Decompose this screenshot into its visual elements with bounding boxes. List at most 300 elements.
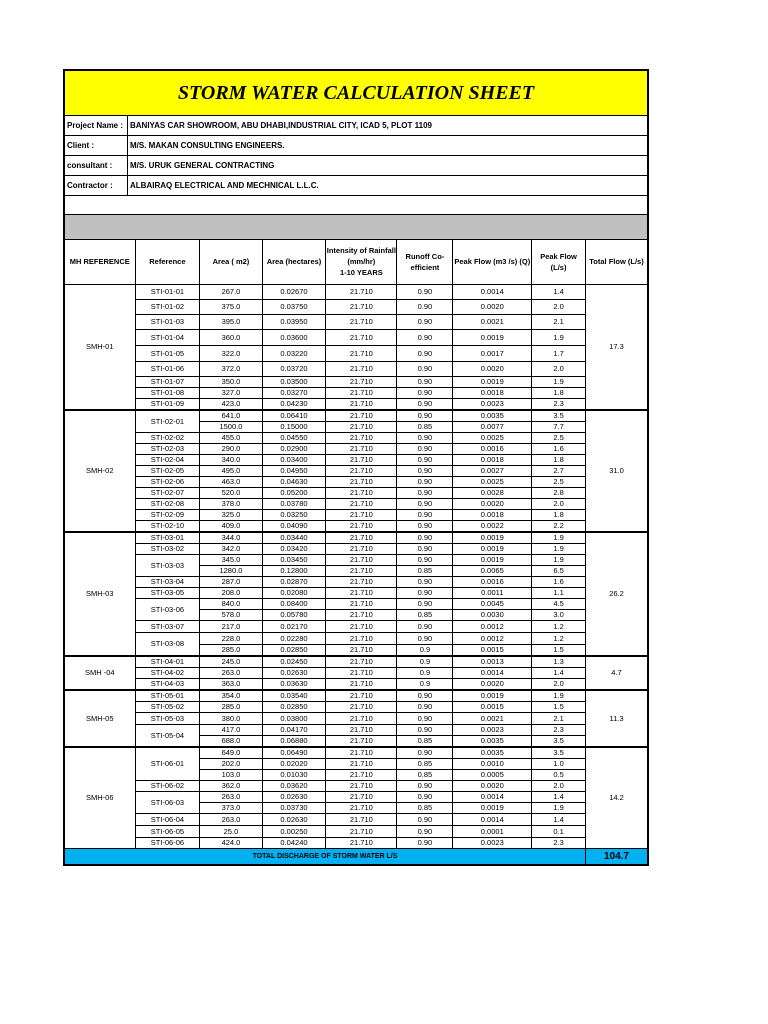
reference-cell: STI-06-06 <box>135 837 200 848</box>
runoff-cell: 0.90 <box>397 487 453 498</box>
consultant-value: M/S. URUK GENERAL CONTRACTING <box>130 161 275 170</box>
table-row <box>65 476 647 487</box>
area-hectares-cell: 0.02900 <box>262 443 326 454</box>
area-hectares-cell: 0.06880 <box>262 735 326 746</box>
peak-flow-ls-cell: 3.5 <box>532 735 586 746</box>
intensity-cell: 21.710 <box>326 421 397 432</box>
consultant-label: consultant : <box>65 156 128 175</box>
peak-flow-m3-cell: 0.0012 <box>453 632 532 644</box>
peak-flow-m3-cell: 0.0005 <box>453 769 532 780</box>
runoff-cell: 0.85 <box>397 609 453 620</box>
area-hectares-cell: 0.03950 <box>262 314 326 329</box>
peak-flow-m3-cell: 0.0013 <box>453 656 532 667</box>
area-hectares-cell: 0.04630 <box>262 476 326 487</box>
intensity-cell: 21.710 <box>326 701 397 712</box>
area-hectares-cell: 0.03220 <box>262 345 326 361</box>
mh-reference-cell: SMH-01 <box>65 284 135 409</box>
peak-flow-ls-cell: 2.5 <box>532 432 586 443</box>
area-hectares-cell: 0.03500 <box>262 376 326 387</box>
calculation-sheet <box>63 69 649 866</box>
runoff-cell: 0.90 <box>397 825 453 837</box>
intensity-cell: 21.710 <box>326 712 397 724</box>
reference-cell: STI-03-04 <box>135 576 200 587</box>
reference-cell: STI-02-01 <box>135 410 200 432</box>
area-m2-cell: 455.0 <box>200 432 263 443</box>
area-hectares-cell: 0.05200 <box>262 487 326 498</box>
area-m2-cell: 380.0 <box>200 712 263 724</box>
peak-flow-ls-cell: 1.8 <box>532 454 586 465</box>
area-m2-cell: 688.0 <box>200 735 263 746</box>
area-hectares-cell: 0.03420 <box>262 543 326 554</box>
area-hectares-cell: 0.03440 <box>262 532 326 543</box>
peak-flow-m3-cell: 0.0014 <box>453 284 532 299</box>
intensity-cell: 21.710 <box>326 620 397 632</box>
reference-cell: STI-01-06 <box>135 361 200 376</box>
intensity-cell: 21.710 <box>326 410 397 421</box>
area-hectares-cell: 0.03600 <box>262 329 326 345</box>
area-hectares-cell: 0.05780 <box>262 609 326 620</box>
intensity-cell: 21.710 <box>326 520 397 531</box>
peak-flow-m3-cell: 0.0020 <box>453 780 532 791</box>
reference-cell: STI-01-05 <box>135 345 200 361</box>
area-hectares-cell: 0.02850 <box>262 644 326 655</box>
reference-cell: STI-02-04 <box>135 454 200 465</box>
area-hectares-cell: 0.15000 <box>262 421 326 432</box>
intensity-cell: 21.710 <box>326 284 397 299</box>
reference-cell: STI-05-04 <box>135 724 200 746</box>
area-hectares-cell: 0.02630 <box>262 791 326 802</box>
area-m2-cell: 372.0 <box>200 361 263 376</box>
header-reference: Reference <box>135 240 200 284</box>
area-m2-cell: 285.0 <box>200 644 263 655</box>
area-m2-cell: 290.0 <box>200 443 263 454</box>
area-hectares-cell: 0.00250 <box>262 825 326 837</box>
mh-reference-cell: SMH-02 <box>65 410 135 531</box>
area-m2-cell: 375.0 <box>200 299 263 314</box>
intensity-cell: 21.710 <box>326 576 397 587</box>
table-row <box>65 598 647 609</box>
reference-cell: STI-03-02 <box>135 543 200 554</box>
table-row <box>65 587 647 598</box>
peak-flow-m3-cell: 0.0020 <box>453 299 532 314</box>
table-row <box>65 554 647 565</box>
reference-cell: STI-01-08 <box>135 387 200 398</box>
table-row <box>65 837 647 848</box>
runoff-cell: 0.85 <box>397 769 453 780</box>
runoff-cell: 0.90 <box>397 587 453 598</box>
area-hectares-cell: 0.02630 <box>262 813 326 825</box>
info-row-client <box>65 136 647 156</box>
total-flow-cell: 14.2 <box>585 747 647 848</box>
runoff-cell: 0.9 <box>397 644 453 655</box>
area-m2-cell: 840.0 <box>200 598 263 609</box>
peak-flow-m3-cell: 0.0016 <box>453 443 532 454</box>
peak-flow-ls-cell: 2.7 <box>532 465 586 476</box>
peak-flow-m3-cell: 0.0019 <box>453 554 532 565</box>
info-row-contractor <box>65 176 647 196</box>
runoff-cell: 0.90 <box>397 576 453 587</box>
area-m2-cell: 208.0 <box>200 587 263 598</box>
runoff-cell: 0.90 <box>397 410 453 421</box>
mh-reference-cell: SMH -04 <box>65 656 135 689</box>
intensity-cell: 21.710 <box>326 632 397 644</box>
area-m2-cell: 25.0 <box>200 825 263 837</box>
reference-cell: STI-05-01 <box>135 690 200 701</box>
reference-cell: STI-05-02 <box>135 701 200 712</box>
area-m2-cell: 350.0 <box>200 376 263 387</box>
runoff-cell: 0.90 <box>397 620 453 632</box>
area-hectares-cell: 0.03720 <box>262 361 326 376</box>
peak-flow-ls-cell: 1.5 <box>532 644 586 655</box>
reference-cell: STI-04-02 <box>135 667 200 678</box>
project-name-value: BANIYAS CAR SHOWROOM, ABU DHABI,INDUSTRIAL CITY, ICAD 5, PLOT 1109 <box>130 121 432 130</box>
table-row <box>65 329 647 345</box>
area-m2-cell: 354.0 <box>200 690 263 701</box>
table-row <box>65 620 647 632</box>
runoff-cell: 0.9 <box>397 656 453 667</box>
area-hectares-cell: 0.02630 <box>262 667 326 678</box>
intensity-cell: 21.710 <box>326 314 397 329</box>
peak-flow-m3-cell: 0.0022 <box>453 520 532 531</box>
intensity-cell: 21.710 <box>326 376 397 387</box>
reference-cell: STI-01-07 <box>135 376 200 387</box>
peak-flow-m3-cell: 0.0015 <box>453 701 532 712</box>
peak-flow-m3-cell: 0.0017 <box>453 345 532 361</box>
table-row <box>65 780 647 791</box>
reference-cell: STI-02-03 <box>135 443 200 454</box>
peak-flow-m3-cell: 0.0019 <box>453 376 532 387</box>
blank-row <box>65 196 647 215</box>
header-runoff: Runoff Co-efficient <box>397 240 453 284</box>
area-m2-cell: 520.0 <box>200 487 263 498</box>
client-label: Client : <box>65 136 128 155</box>
runoff-cell: 0.9 <box>397 667 453 678</box>
area-m2-cell: 340.0 <box>200 454 263 465</box>
peak-flow-m3-cell: 0.0018 <box>453 454 532 465</box>
reference-cell: STI-03-01 <box>135 532 200 543</box>
table-row <box>65 747 647 758</box>
runoff-cell: 0.90 <box>397 387 453 398</box>
intensity-cell: 21.710 <box>326 780 397 791</box>
total-flow-cell: 17.3 <box>585 284 647 409</box>
area-hectares-cell: 0.04170 <box>262 724 326 735</box>
table-row <box>65 509 647 520</box>
intensity-cell: 21.710 <box>326 476 397 487</box>
area-m2-cell: 263.0 <box>200 813 263 825</box>
peak-flow-m3-cell: 0.0023 <box>453 398 532 409</box>
area-hectares-cell: 0.03400 <box>262 454 326 465</box>
reference-cell: STI-02-08 <box>135 498 200 509</box>
peak-flow-m3-cell: 0.0018 <box>453 509 532 520</box>
area-hectares-cell: 0.04550 <box>262 432 326 443</box>
peak-flow-ls-cell: 2.0 <box>532 780 586 791</box>
total-flow-cell: 31.0 <box>585 410 647 531</box>
intensity-cell: 21.710 <box>326 825 397 837</box>
runoff-cell: 0.90 <box>397 813 453 825</box>
peak-flow-m3-cell: 0.0021 <box>453 712 532 724</box>
runoff-cell: 0.85 <box>397 421 453 432</box>
runoff-cell: 0.90 <box>397 345 453 361</box>
peak-flow-ls-cell: 1.8 <box>532 509 586 520</box>
intensity-cell: 21.710 <box>326 454 397 465</box>
table-row <box>65 712 647 724</box>
intensity-cell: 21.710 <box>326 802 397 813</box>
peak-flow-m3-cell: 0.0035 <box>453 735 532 746</box>
peak-flow-ls-cell: 2.2 <box>532 520 586 531</box>
area-m2-cell: 267.0 <box>200 284 263 299</box>
reference-cell: STI-02-10 <box>135 520 200 531</box>
header-total-flow: Total Flow (L/s) <box>585 240 647 284</box>
peak-flow-ls-cell: 7.7 <box>532 421 586 432</box>
area-hectares-cell: 0.02450 <box>262 656 326 667</box>
area-m2-cell: 202.0 <box>200 758 263 769</box>
peak-flow-ls-cell: 3.5 <box>532 747 586 758</box>
intensity-cell: 21.710 <box>326 443 397 454</box>
peak-flow-ls-cell: 2.3 <box>532 724 586 735</box>
intensity-cell: 21.710 <box>326 598 397 609</box>
table-row <box>65 724 647 735</box>
intensity-cell: 21.710 <box>326 667 397 678</box>
peak-flow-m3-cell: 0.0045 <box>453 598 532 609</box>
intensity-cell: 21.710 <box>326 387 397 398</box>
intensity-cell: 21.710 <box>326 465 397 476</box>
peak-flow-ls-cell: 1.9 <box>532 802 586 813</box>
runoff-cell: 0.90 <box>397 284 453 299</box>
runoff-cell: 0.90 <box>397 314 453 329</box>
reference-cell: STI-05-03 <box>135 712 200 724</box>
area-m2-cell: 649.0 <box>200 747 263 758</box>
area-m2-cell: 363.0 <box>200 678 263 689</box>
table-row <box>65 284 647 299</box>
header-row <box>65 240 647 284</box>
table-row <box>65 532 647 543</box>
project-name-label: Project Name : <box>65 116 128 135</box>
area-m2-cell: 362.0 <box>200 780 263 791</box>
peak-flow-m3-cell: 0.0019 <box>453 690 532 701</box>
area-hectares-cell: 0.04240 <box>262 837 326 848</box>
intensity-cell: 21.710 <box>326 498 397 509</box>
peak-flow-ls-cell: 1.5 <box>532 701 586 712</box>
area-hectares-cell: 0.02280 <box>262 632 326 644</box>
contractor-label: Contractor : <box>65 176 128 195</box>
peak-flow-m3-cell: 0.0020 <box>453 678 532 689</box>
calculation-table <box>65 240 647 864</box>
header-peak-flow-ls: Peak Flow (L/s) <box>532 240 586 284</box>
peak-flow-m3-cell: 0.0011 <box>453 587 532 598</box>
area-hectares-cell: 0.03750 <box>262 299 326 314</box>
runoff-cell: 0.85 <box>397 802 453 813</box>
peak-flow-ls-cell: 1.6 <box>532 443 586 454</box>
reference-cell: STI-04-03 <box>135 678 200 689</box>
runoff-cell: 0.90 <box>397 837 453 848</box>
area-hectares-cell: 0.02020 <box>262 758 326 769</box>
intensity-cell: 21.710 <box>326 758 397 769</box>
reference-cell: STI-03-05 <box>135 587 200 598</box>
area-m2-cell: 217.0 <box>200 620 263 632</box>
area-hectares-cell: 0.01030 <box>262 769 326 780</box>
intensity-cell: 21.710 <box>326 837 397 848</box>
runoff-cell: 0.90 <box>397 398 453 409</box>
peak-flow-ls-cell: 6.5 <box>532 565 586 576</box>
total-discharge-label: TOTAL DISCHARGE OF STORM WATER L/S <box>65 848 585 864</box>
reference-cell: STI-03-03 <box>135 554 200 576</box>
header-area-m2: Area ( m2) <box>200 240 263 284</box>
peak-flow-ls-cell: 1.9 <box>532 554 586 565</box>
intensity-cell: 21.710 <box>326 361 397 376</box>
table-body <box>65 284 647 864</box>
reference-cell: STI-02-07 <box>135 487 200 498</box>
peak-flow-ls-cell: 0.5 <box>532 769 586 780</box>
table-row <box>65 314 647 329</box>
runoff-cell: 0.90 <box>397 498 453 509</box>
reference-cell: STI-03-07 <box>135 620 200 632</box>
reference-cell: STI-06-05 <box>135 825 200 837</box>
intensity-cell: 21.710 <box>326 747 397 758</box>
peak-flow-m3-cell: 0.0030 <box>453 609 532 620</box>
table-row <box>65 701 647 712</box>
peak-flow-ls-cell: 1.0 <box>532 758 586 769</box>
table-row <box>65 632 647 644</box>
runoff-cell: 0.90 <box>397 465 453 476</box>
peak-flow-ls-cell: 2.1 <box>532 314 586 329</box>
peak-flow-m3-cell: 0.0035 <box>453 410 532 421</box>
header-peak-flow-m3: Peak Flow (m3 /s) (Q) <box>453 240 532 284</box>
peak-flow-ls-cell: 1.4 <box>532 813 586 825</box>
area-hectares-cell: 0.03630 <box>262 678 326 689</box>
peak-flow-m3-cell: 0.0014 <box>453 813 532 825</box>
table-row <box>65 299 647 314</box>
peak-flow-m3-cell: 0.0014 <box>453 667 532 678</box>
peak-flow-ls-cell: 1.9 <box>532 376 586 387</box>
peak-flow-ls-cell: 2.0 <box>532 678 586 689</box>
total-row <box>65 848 647 864</box>
peak-flow-m3-cell: 0.0077 <box>453 421 532 432</box>
intensity-cell: 21.710 <box>326 543 397 554</box>
peak-flow-m3-cell: 0.0028 <box>453 487 532 498</box>
intensity-cell: 21.710 <box>326 678 397 689</box>
peak-flow-ls-cell: 1.1 <box>532 587 586 598</box>
intensity-cell: 21.710 <box>326 487 397 498</box>
area-m2-cell: 327.0 <box>200 387 263 398</box>
table-row <box>65 813 647 825</box>
peak-flow-ls-cell: 1.7 <box>532 345 586 361</box>
peak-flow-ls-cell: 1.9 <box>532 329 586 345</box>
area-m2-cell: 423.0 <box>200 398 263 409</box>
table-row <box>65 520 647 531</box>
area-hectares-cell: 0.03250 <box>262 509 326 520</box>
area-hectares-cell: 0.06410 <box>262 410 326 421</box>
total-discharge-value: 104.7 <box>585 848 647 864</box>
intensity-cell: 21.710 <box>326 587 397 598</box>
peak-flow-ls-cell: 3.0 <box>532 609 586 620</box>
intensity-cell: 21.710 <box>326 690 397 701</box>
runoff-cell: 0.90 <box>397 454 453 465</box>
info-row-consultant <box>65 156 647 176</box>
runoff-cell: 0.90 <box>397 509 453 520</box>
area-m2-cell: 395.0 <box>200 314 263 329</box>
table-row <box>65 361 647 376</box>
runoff-cell: 0.90 <box>397 432 453 443</box>
peak-flow-m3-cell: 0.0035 <box>453 747 532 758</box>
reference-cell: STI-01-04 <box>135 329 200 345</box>
peak-flow-m3-cell: 0.0001 <box>453 825 532 837</box>
reference-cell: STI-02-05 <box>135 465 200 476</box>
table-row <box>65 576 647 587</box>
mh-reference-cell: SMH-03 <box>65 532 135 655</box>
peak-flow-ls-cell: 1.9 <box>532 532 586 543</box>
table-row <box>65 487 647 498</box>
area-m2-cell: 373.0 <box>200 802 263 813</box>
area-hectares-cell: 0.02850 <box>262 701 326 712</box>
intensity-cell: 21.710 <box>326 554 397 565</box>
runoff-cell: 0.90 <box>397 532 453 543</box>
area-m2-cell: 344.0 <box>200 532 263 543</box>
table-row <box>65 498 647 509</box>
peak-flow-ls-cell: 1.2 <box>532 620 586 632</box>
intensity-cell: 21.710 <box>326 565 397 576</box>
header-mh-reference: MH REFERENCE <box>65 240 135 284</box>
table-row <box>65 543 647 554</box>
peak-flow-ls-cell: 1.3 <box>532 656 586 667</box>
intensity-cell: 21.710 <box>326 398 397 409</box>
peak-flow-m3-cell: 0.0019 <box>453 543 532 554</box>
mh-reference-cell: SMH-05 <box>65 690 135 746</box>
intensity-cell: 21.710 <box>326 532 397 543</box>
reference-cell: STI-02-02 <box>135 432 200 443</box>
area-m2-cell: 578.0 <box>200 609 263 620</box>
table-row <box>65 791 647 802</box>
table-row <box>65 432 647 443</box>
area-m2-cell: 360.0 <box>200 329 263 345</box>
area-m2-cell: 103.0 <box>200 769 263 780</box>
runoff-cell: 0.90 <box>397 376 453 387</box>
table-row <box>65 443 647 454</box>
peak-flow-ls-cell: 2.8 <box>532 487 586 498</box>
peak-flow-ls-cell: 1.4 <box>532 791 586 802</box>
info-row-project <box>65 116 647 136</box>
client-value: M/S. MAKAN CONSULTING ENGINEERS. <box>130 141 285 150</box>
runoff-cell: 0.85 <box>397 758 453 769</box>
reference-cell: STI-06-02 <box>135 780 200 791</box>
table-row <box>65 656 647 667</box>
peak-flow-m3-cell: 0.0021 <box>453 314 532 329</box>
area-m2-cell: 322.0 <box>200 345 263 361</box>
header-intensity-years: 1-10 YEARS <box>339 268 383 278</box>
runoff-cell: 0.90 <box>397 690 453 701</box>
sheet-title: STORM WATER CALCULATION SHEET <box>65 71 647 116</box>
area-m2-cell: 342.0 <box>200 543 263 554</box>
peak-flow-ls-cell: 0.1 <box>532 825 586 837</box>
area-m2-cell: 495.0 <box>200 465 263 476</box>
runoff-cell: 0.90 <box>397 701 453 712</box>
reference-cell: STI-02-09 <box>135 509 200 520</box>
peak-flow-m3-cell: 0.0018 <box>453 387 532 398</box>
header-band <box>65 215 647 240</box>
table-row <box>65 667 647 678</box>
peak-flow-m3-cell: 0.0019 <box>453 532 532 543</box>
peak-flow-m3-cell: 0.0027 <box>453 465 532 476</box>
runoff-cell: 0.85 <box>397 735 453 746</box>
area-m2-cell: 263.0 <box>200 791 263 802</box>
area-hectares-cell: 0.04090 <box>262 520 326 531</box>
runoff-cell: 0.90 <box>397 476 453 487</box>
peak-flow-m3-cell: 0.0019 <box>453 329 532 345</box>
intensity-cell: 21.710 <box>326 609 397 620</box>
peak-flow-m3-cell: 0.0015 <box>453 644 532 655</box>
peak-flow-m3-cell: 0.0014 <box>453 791 532 802</box>
total-flow-cell: 11.3 <box>585 690 647 746</box>
peak-flow-ls-cell: 1.9 <box>532 543 586 554</box>
